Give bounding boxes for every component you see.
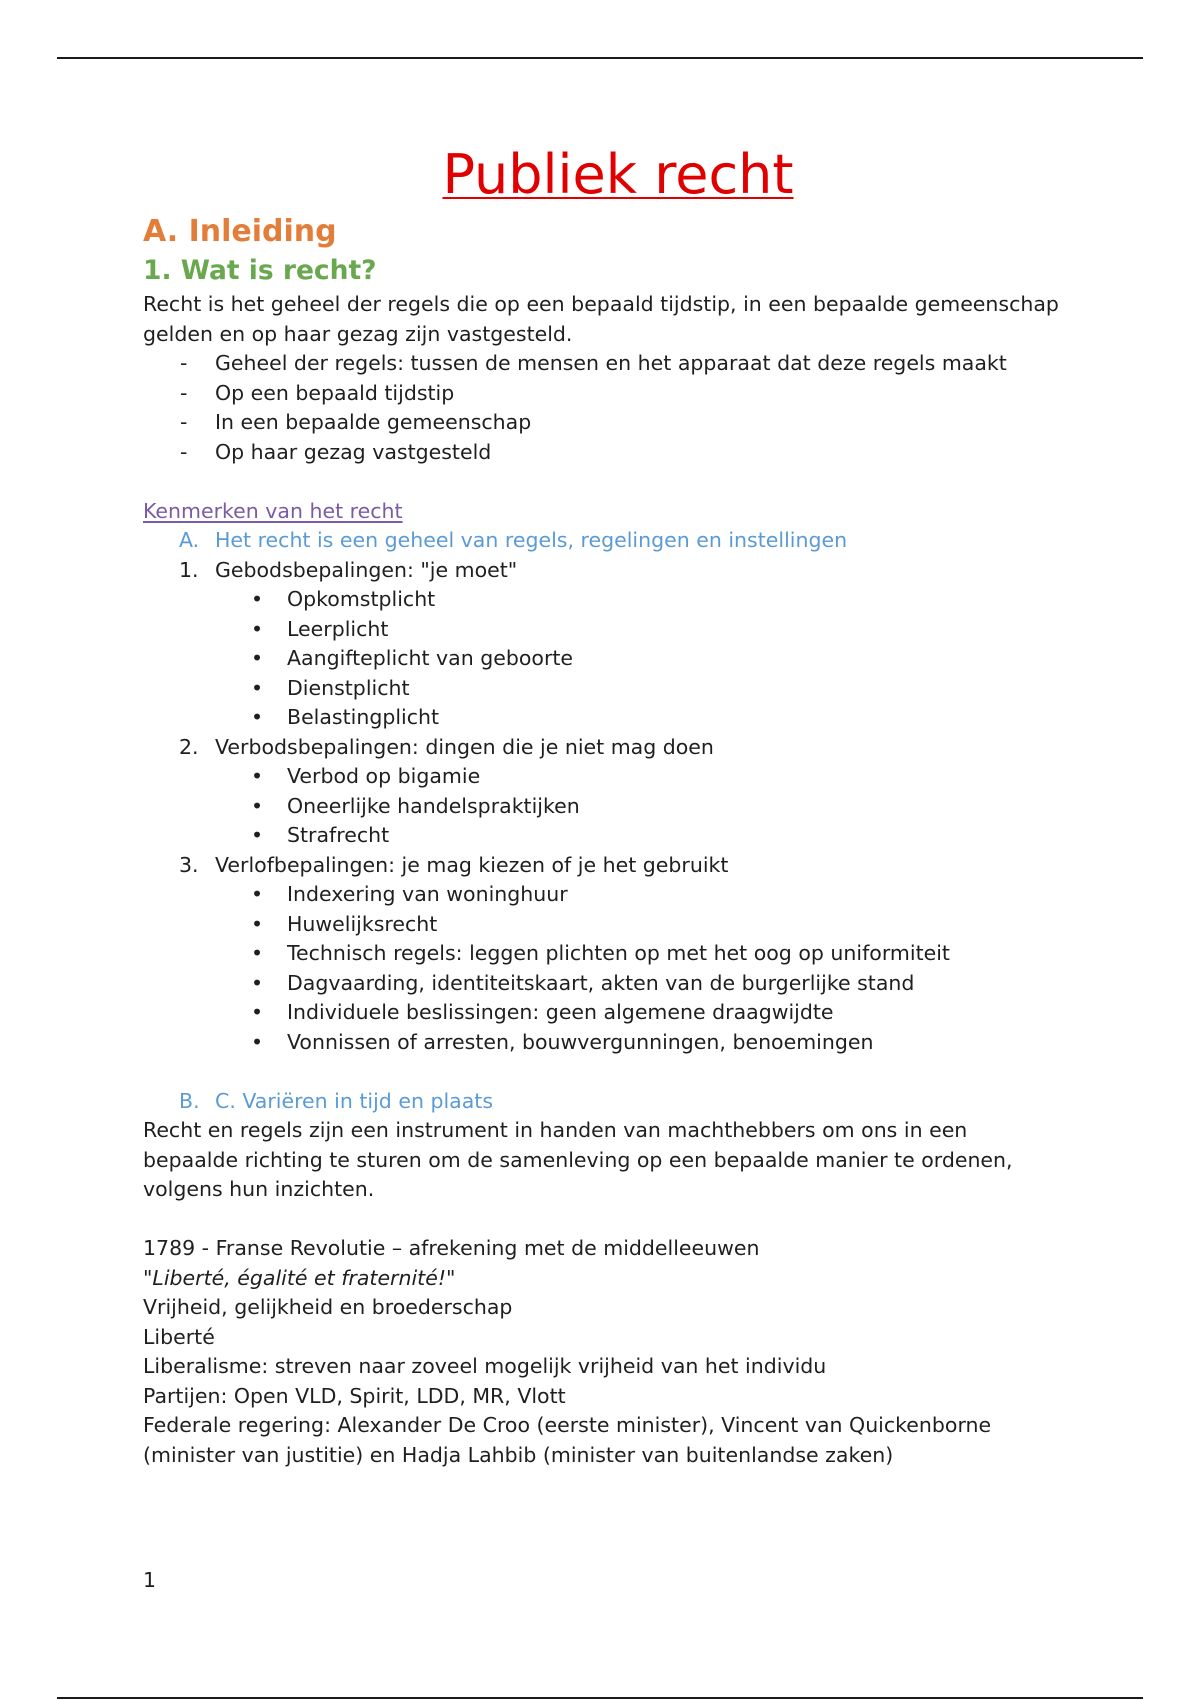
numbered-item-text: Verlofbepalingen: je mag kiezen of je het gebruikt xyxy=(215,852,729,877)
header-rule xyxy=(57,57,1143,59)
list-item: - Op haar gezag vastgesteld xyxy=(143,438,1063,468)
history-line: Liberté xyxy=(143,1324,215,1349)
numbered-item-1 xyxy=(143,556,1063,586)
list-item: • Dienstplicht xyxy=(143,674,1063,704)
list-item: • Oneerlijke handelspraktijken xyxy=(143,792,1063,822)
list-item: - Geheel der regels: tussen de mensen en het apparaat dat deze regels maakt xyxy=(143,349,1063,379)
definition-list xyxy=(143,349,1063,467)
history-line: Federale regering: Alexander De Croo (eerste minister), Vincent van Quickenborne (minister van justitie) en Hadja Lahbib (minister van buitenlandse zaken) xyxy=(143,1413,992,1467)
list-item: • Leerplicht xyxy=(143,615,1063,645)
point-b-heading xyxy=(143,1087,1063,1117)
history-line: 1789 - Franse Revolutie – afrekening met de middelleeuwen xyxy=(143,1236,760,1260)
document-title: Publiek recht xyxy=(442,143,794,206)
number-marker: 1. xyxy=(179,557,199,582)
section-heading: A. Inleiding xyxy=(143,214,337,249)
point-a-marker: A. xyxy=(179,528,200,552)
numbered-item-text: Verbodsbepalingen: dingen die je niet mag doen xyxy=(215,734,714,759)
list-item: • Strafrecht xyxy=(143,821,1063,851)
history-line: Liberalisme: streven naar zoveel mogelijk vrijheid van het individu xyxy=(143,1354,827,1378)
numbered-item-2 xyxy=(143,733,1063,763)
list-item: - In een bepaalde gemeenschap xyxy=(143,408,1063,438)
history-line: Vrijheid, gelijkheid en broederschap xyxy=(143,1295,513,1319)
point-b-marker: B. xyxy=(179,1088,200,1113)
list-item: • Vonnissen of arresten, bouwvergunningen, benoemingen xyxy=(143,1028,1063,1058)
point-a-text: Het recht is een geheel van regels, regelingen en instellingen xyxy=(215,528,848,552)
list-item: • Indexering van woninghuur xyxy=(143,880,1063,910)
list-item: • Aangifteplicht van geboorte xyxy=(143,644,1063,674)
intro-paragraph: Recht is het geheel der regels die op een bepaald tijdstip, in een bepaalde gemeenschap gelden en op haar gezag zijn vastgesteld. xyxy=(143,292,1059,346)
page-content xyxy=(143,140,1063,1470)
list-item: • Individuele beslissingen: geen algemene draagwijdte xyxy=(143,998,1063,1028)
numbered-item-3 xyxy=(143,851,1063,881)
list-item: • Huwelijksrecht xyxy=(143,910,1063,940)
paragraph-b: Recht en regels zijn een instrument in handen van machthebbers om ons in een bepaalde richting te sturen om de samenleving op een bepaalde manier te ordenen, volgens hun inzichten. xyxy=(143,1118,1013,1201)
list-item: - Op een bepaald tijdstip xyxy=(143,379,1063,409)
bullet-list-1 xyxy=(143,585,1063,733)
page-number: 1 xyxy=(143,1568,157,1592)
history-line: Partijen: Open VLD, Spirit, LDD, MR, Vlott xyxy=(143,1383,566,1408)
subsection-heading: 1. Wat is recht? xyxy=(143,255,377,286)
footer-rule xyxy=(57,1697,1143,1699)
list-item: • Verbod op bigamie xyxy=(143,762,1063,792)
bullet-list-2 xyxy=(143,762,1063,851)
bullet-list-3 xyxy=(143,880,1063,1057)
number-marker: 2. xyxy=(179,734,199,759)
list-item: • Belastingplicht xyxy=(143,703,1063,733)
list-item: • Opkomstplicht xyxy=(143,585,1063,615)
motto-line: "Liberté, égalité et fraternité!" xyxy=(143,1265,456,1290)
number-marker: 3. xyxy=(179,852,199,877)
point-b-text: C. Variëren in tijd en plaats xyxy=(215,1088,494,1113)
kenmerken-heading: Kenmerken van het recht xyxy=(143,498,403,523)
list-item: • Technisch regels: leggen plichten op met het oog op uniformiteit xyxy=(143,939,1063,969)
numbered-item-text: Gebodsbepalingen: "je moet" xyxy=(215,557,518,582)
list-item: • Dagvaarding, identiteitskaart, akten van de burgerlijke stand xyxy=(143,969,1063,999)
point-a-heading xyxy=(143,526,1063,556)
